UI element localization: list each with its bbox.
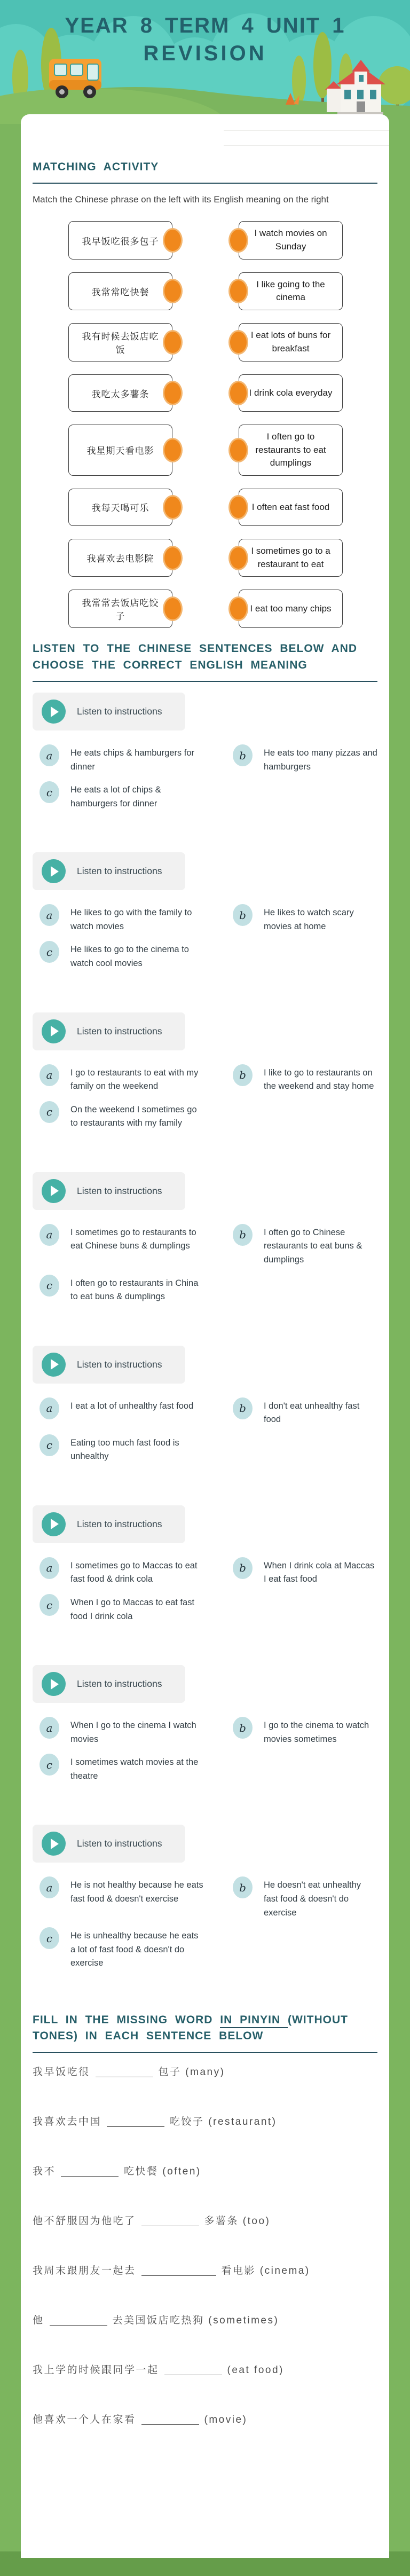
option-letter-badge: b	[233, 1717, 253, 1739]
option-letter-badge: b	[233, 1876, 253, 1898]
option-text: On the weekend I sometimes go to restaurants with my family	[70, 1104, 197, 1128]
match-english-text: I often eat fast food	[251, 501, 330, 512]
matching-instruction: Match the Chinese phrase on the left with its English meaning on the right	[33, 194, 329, 205]
match-english-text: I sometimes go to a restaurant to eat	[251, 545, 330, 569]
option-c[interactable]	[40, 1275, 233, 1304]
match-connector-dot[interactable]	[228, 279, 248, 303]
match-connector-dot[interactable]	[228, 228, 248, 253]
sentence-before: 我早饭吃很	[33, 2066, 90, 2078]
option-text: When I go to Maccas to eat fast food I drink cola	[70, 1598, 195, 1621]
play-icon	[51, 1359, 59, 1370]
play-button[interactable]	[42, 700, 66, 724]
fill-sentence-8	[33, 2412, 377, 2426]
audio-player[interactable]	[33, 1012, 185, 1050]
listening-question-5	[33, 1346, 377, 1464]
page-title-line2: REVISION	[143, 42, 267, 65]
option-b[interactable]	[233, 1064, 377, 1094]
option-text: I eat a lot of unhealthy fast food	[70, 1401, 194, 1411]
match-connector-dot[interactable]	[228, 330, 248, 355]
match-chinese-text: 我有时候去饭店吃饭	[82, 332, 159, 355]
option-c[interactable]	[40, 1594, 233, 1623]
option-letter-badge: c	[40, 1434, 59, 1456]
option-text: He eats a lot of chips & hamburgers for dinner	[70, 785, 161, 808]
fillin-heading-underlined: IN PINYIN	[220, 2014, 288, 2028]
match-row	[68, 425, 377, 476]
option-letter-badge: b	[233, 1397, 253, 1419]
option-text: I go to the cinema to watch movies sometimes	[264, 1721, 369, 1744]
audio-player-label: Listen to instructions	[77, 1358, 162, 1370]
play-icon	[51, 1185, 59, 1196]
sentence-before: 他喜欢一个人在家看	[33, 2414, 136, 2425]
fillin-section	[33, 2012, 377, 2426]
option-a[interactable]	[40, 1064, 233, 1094]
option-text: I go to restaurants to eat with my family on the weekend	[70, 1067, 199, 1091]
option-c[interactable]	[40, 781, 233, 811]
option-text: He likes to go with the family to watch movies	[70, 908, 192, 931]
option-text: When I go to the cinema I watch movies	[70, 1721, 196, 1744]
play-button[interactable]	[42, 1672, 66, 1696]
match-connector-dot[interactable]	[163, 438, 183, 462]
audio-player-label: Listen to instructions	[77, 1025, 162, 1036]
option-a[interactable]	[40, 1224, 233, 1267]
option-letter-badge: c	[40, 1927, 59, 1949]
listening-question-1	[33, 693, 377, 811]
sentence-before: 他	[33, 2314, 44, 2326]
match-english-text: I watch movies on Sunday	[254, 228, 327, 252]
match-row	[68, 323, 377, 362]
match-connector-dot[interactable]	[163, 546, 183, 570]
option-a[interactable]	[40, 1717, 233, 1746]
match-chinese-text: 我常常去饭店吃饺子	[82, 598, 159, 622]
match-english-text: I eat lots of buns for breakfast	[250, 330, 331, 354]
answer-blank[interactable]	[50, 2315, 107, 2326]
sentence-before: 我喜欢去中国	[33, 2116, 102, 2127]
option-text: I sometimes go to Maccas to eat fast food & drink cola	[70, 1560, 198, 1584]
match-chinese-box	[68, 425, 172, 476]
match-chinese-text: 我星期天看电影	[86, 446, 154, 457]
sentence-before: 我周末跟朋友一起去	[33, 2265, 136, 2276]
answer-blank[interactable]	[61, 2166, 119, 2177]
audio-player[interactable]	[33, 852, 185, 890]
option-b[interactable]	[233, 744, 377, 774]
heading-divider	[33, 183, 377, 184]
match-chinese-text: 我吃太多薯条	[91, 389, 149, 399]
match-chinese-box	[68, 539, 172, 577]
match-english-box	[239, 590, 343, 628]
audio-player-label: Listen to instructions	[77, 1185, 162, 1196]
option-letter-badge: c	[40, 1754, 59, 1776]
option-letter-badge: a	[40, 744, 59, 766]
option-text: I sometimes watch movies at the theatre	[70, 1757, 199, 1781]
match-english-box	[239, 425, 343, 476]
audio-player[interactable]	[33, 1346, 185, 1384]
heading-divider	[33, 681, 377, 682]
matching-heading: MATCHING ACTIVITY	[33, 161, 159, 173]
answer-blank[interactable]	[164, 2365, 222, 2375]
listening-question-6	[33, 1505, 377, 1623]
match-english-box	[239, 539, 343, 577]
sentence-before: 我不	[33, 2165, 56, 2177]
play-button[interactable]	[42, 1353, 66, 1377]
match-row	[68, 590, 377, 628]
listening-question-7	[33, 1665, 377, 1783]
play-icon	[51, 706, 59, 717]
match-chinese-text: 我喜欢去电影院	[86, 554, 154, 564]
audio-player-label: Listen to instructions	[77, 706, 162, 717]
option-a[interactable]	[40, 744, 233, 774]
match-connector-dot[interactable]	[228, 381, 248, 405]
match-connector-dot[interactable]	[163, 279, 183, 303]
match-chinese-box	[68, 489, 172, 526]
sentence-after: 吃快餐 (often)	[124, 2165, 201, 2177]
option-a[interactable]	[40, 1397, 233, 1427]
match-connector-dot[interactable]	[163, 330, 183, 355]
match-english-text: I drink cola everyday	[249, 387, 333, 398]
option-text: He eats too many pizzas and hamburgers	[264, 748, 377, 772]
match-connector-dot[interactable]	[163, 228, 183, 253]
listening-question-8	[33, 1825, 377, 1970]
play-icon	[51, 1519, 59, 1529]
match-english-box	[239, 489, 343, 526]
option-text: When I drink cola at Maccas I eat fast food	[264, 1560, 375, 1584]
option-letter-badge: a	[40, 1557, 59, 1579]
match-english-box	[239, 374, 343, 412]
match-connector-dot[interactable]	[228, 546, 248, 570]
audio-player[interactable]	[33, 1665, 185, 1703]
sentence-after: 多薯条 (too)	[204, 2215, 271, 2227]
match-connector-dot[interactable]	[228, 596, 248, 621]
sentence-after: (movie)	[204, 2414, 248, 2425]
match-connector-dot[interactable]	[228, 495, 248, 520]
play-button[interactable]	[42, 1512, 66, 1536]
match-english-box	[239, 323, 343, 362]
sentence-after: 吃饺子 (restaurant)	[170, 2116, 277, 2127]
option-text: Eating too much fast food is unhealthy	[70, 1438, 179, 1462]
match-connector-dot[interactable]	[163, 381, 183, 405]
play-button[interactable]	[42, 1179, 66, 1203]
match-english-text: I often go to restaurants to eat dumplings	[255, 431, 326, 468]
sentence-after: 包子 (many)	[158, 2066, 225, 2078]
option-c[interactable]	[40, 1754, 233, 1783]
option-b[interactable]	[233, 1557, 377, 1587]
option-b[interactable]	[233, 1876, 377, 1920]
page-title-line1: YEAR 8 TERM 4 UNIT 1	[65, 14, 345, 37]
match-chinese-text: 我早饭吃很多包子	[82, 236, 159, 247]
listening-heading: LISTEN TO THE CHINESE SENTENCES BELOW AND CHOOSE THE CORRECT ENGLISH MEANING	[33, 642, 358, 671]
sentence-after: 去美国饭店吃热狗 (sometimes)	[112, 2314, 279, 2326]
fill-sentence-3	[33, 2163, 377, 2178]
match-row	[68, 374, 377, 412]
fill-sentence-2	[33, 2114, 377, 2128]
option-c[interactable]	[40, 1101, 233, 1130]
heading-divider	[33, 2052, 377, 2053]
match-row	[68, 272, 377, 310]
sentence-after: 看电影 (cinema)	[221, 2265, 310, 2276]
option-text: He likes to go to the cinema to watch cool movies	[70, 945, 189, 969]
worksheet-card	[21, 114, 389, 2558]
listening-question-3	[33, 1012, 377, 1130]
option-letter-badge: a	[40, 1224, 59, 1246]
option-b[interactable]	[233, 904, 377, 933]
audio-player-label: Listen to instructions	[77, 1678, 162, 1690]
option-text: He eats chips & hamburgers for dinner	[70, 748, 195, 772]
page-title	[0, 14, 410, 65]
option-c[interactable]	[40, 941, 233, 970]
match-chinese-text: 我每天喝可乐	[91, 503, 149, 514]
option-letter-badge: a	[40, 1876, 59, 1898]
match-chinese-box	[68, 272, 172, 310]
option-b[interactable]	[233, 1397, 377, 1427]
audio-player-label: Listen to instructions	[77, 1518, 162, 1529]
audio-player-label: Listen to instructions	[77, 1838, 162, 1849]
option-letter-badge: c	[40, 1101, 59, 1123]
option-letter-badge: b	[233, 1557, 253, 1579]
option-b[interactable]	[233, 1717, 377, 1746]
option-letter-badge: a	[40, 1397, 59, 1419]
match-row	[68, 221, 377, 259]
header-illustration	[0, 0, 410, 124]
match-chinese-box	[68, 374, 172, 412]
match-english-text: I like going to the cinema	[256, 279, 325, 303]
play-button[interactable]	[42, 859, 66, 883]
match-connector-dot[interactable]	[163, 596, 183, 621]
option-letter-badge: c	[40, 1275, 59, 1297]
audio-player[interactable]	[33, 693, 185, 731]
fillin-heading-part1: FILL IN THE MISSING WORD	[33, 2013, 220, 2026]
play-icon	[51, 1839, 59, 1849]
sentence-before: 我上学的时候跟同学一起	[33, 2364, 159, 2376]
answer-blank[interactable]	[96, 2067, 153, 2077]
option-letter-badge: c	[40, 1594, 59, 1616]
match-connector-dot[interactable]	[163, 495, 183, 520]
fillin-heading-part2: (WITHOUT TONES) IN EACH SENTENCE BELOW	[33, 2013, 348, 2043]
audio-player[interactable]	[33, 1172, 185, 1210]
option-letter-badge: c	[40, 781, 59, 803]
matching-section	[33, 159, 377, 628]
listening-section	[33, 641, 377, 1970]
fill-sentence-6	[33, 2312, 377, 2327]
option-letter-badge: b	[233, 1224, 253, 1246]
match-chinese-box	[68, 323, 172, 362]
play-button[interactable]	[42, 1019, 66, 1043]
fill-sentence-1	[33, 2064, 377, 2078]
match-row	[68, 539, 377, 577]
option-b[interactable]	[233, 1224, 377, 1267]
answer-blank[interactable]	[141, 2414, 199, 2425]
play-icon	[51, 866, 59, 877]
option-letter-badge: b	[233, 744, 253, 766]
option-text: I don't eat unhealthy fast food	[264, 1401, 360, 1425]
option-letter-badge: a	[40, 1064, 59, 1086]
match-chinese-box	[68, 590, 172, 628]
play-icon	[51, 1679, 59, 1690]
option-text: I often go to restaurants in China to eat buns & dumplings	[70, 1278, 199, 1302]
option-text: He likes to watch scary movies at home	[264, 908, 354, 931]
option-letter-badge: b	[233, 904, 253, 926]
option-text: I like to go to restaurants on the weekend and stay home	[264, 1067, 374, 1091]
sentence-after: (eat food)	[227, 2364, 284, 2376]
option-letter-badge: c	[40, 941, 59, 963]
listening-question-4	[33, 1172, 377, 1304]
answer-blank[interactable]	[141, 2216, 199, 2226]
option-letter-badge: a	[40, 1717, 59, 1739]
option-a[interactable]	[40, 1876, 233, 1920]
audio-player[interactable]	[33, 1505, 185, 1543]
sentence-before: 他不舒服因为他吃了	[33, 2215, 136, 2227]
fillin-heading	[33, 2012, 377, 2045]
match-english-box	[239, 272, 343, 310]
option-text: I sometimes go to restaurants to eat Chinese buns & dumplings	[70, 1227, 196, 1251]
option-text: He is not healthy because he eats fast food & doesn't exercise	[70, 1880, 203, 1904]
option-c[interactable]	[40, 1434, 233, 1464]
option-text: I often go to Chinese restaurants to eat buns & dumplings	[264, 1227, 362, 1265]
match-english-text: I eat too many chips	[250, 603, 332, 614]
option-text: He doesn't eat unhealthy fast food & doesn't do exercise	[264, 1880, 361, 1918]
audio-player[interactable]	[33, 1825, 185, 1863]
option-a[interactable]	[40, 1557, 233, 1587]
match-chinese-text: 我常常吃快餐	[91, 287, 149, 297]
answer-blank[interactable]	[107, 2116, 164, 2127]
match-english-box	[239, 221, 343, 259]
match-chinese-box	[68, 221, 172, 259]
fill-sentence-4	[33, 2213, 377, 2227]
option-letter-badge: a	[40, 904, 59, 926]
fill-sentence-7	[33, 2362, 377, 2376]
match-row	[68, 489, 377, 526]
audio-player-label: Listen to instructions	[77, 866, 162, 877]
option-letter-badge: b	[233, 1064, 253, 1086]
fill-sentence-5	[33, 2263, 377, 2277]
option-c[interactable]	[40, 1927, 233, 1970]
play-button[interactable]	[42, 1832, 66, 1856]
play-icon	[51, 1026, 59, 1036]
listening-question-2	[33, 852, 377, 970]
option-text: He is unhealthy because he eats a lot of fast food & doesn't do exercise	[70, 1931, 199, 1968]
answer-blank[interactable]	[141, 2265, 216, 2276]
option-a[interactable]	[40, 904, 233, 933]
match-connector-dot[interactable]	[228, 438, 248, 462]
